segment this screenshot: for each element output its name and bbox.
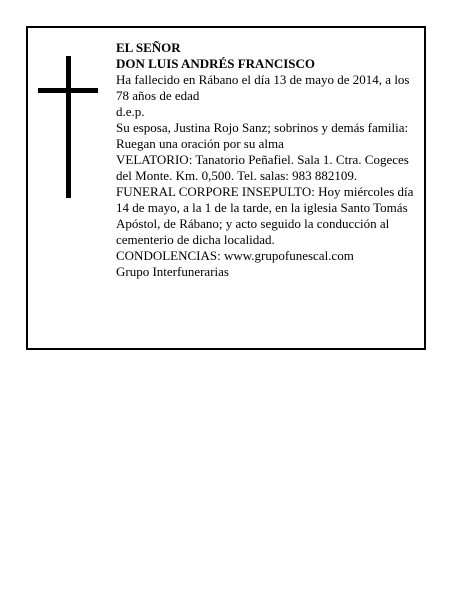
family-line: Su esposa, Justina Rojo Sanz; sobrinos y demás familia: Ruegan una oración por su alma	[116, 120, 409, 151]
funeral-details: FUNERAL CORPORE INSEPULTO: Hoy miércoles día 14 de mayo, a la 1 de la tarde, en la iglesia Santo Tomás Apóstol, de Rábano; y acto seguido la conducción al cementerio de dicha localidad.	[116, 184, 414, 247]
condolences-line: CONDOLENCIAS: www.grupofunescal.com	[116, 248, 354, 263]
deceased-name: DON LUIS ANDRÉS FRANCISCO	[116, 56, 316, 71]
passing-details: Ha fallecido en Rábano el día 13 de mayo de 2014, a los 78 años de edad	[116, 72, 410, 103]
cross-vertical-bar	[66, 56, 71, 198]
notice-text	[116, 40, 422, 280]
wake-details: VELATORIO: Tanatorio Peñafiel. Sala 1. Ctra. Cogeces del Monte. Km. 0,500. Tel. salas: 983 882109.	[116, 152, 409, 183]
cross-icon	[38, 56, 98, 198]
dep-line: d.e.p.	[116, 104, 145, 119]
funeral-company: Grupo Interfunerarias	[116, 264, 229, 279]
cross-horizontal-bar	[38, 88, 98, 93]
title-line-1: EL SEÑOR	[116, 40, 181, 55]
obituary-notice	[26, 26, 426, 350]
